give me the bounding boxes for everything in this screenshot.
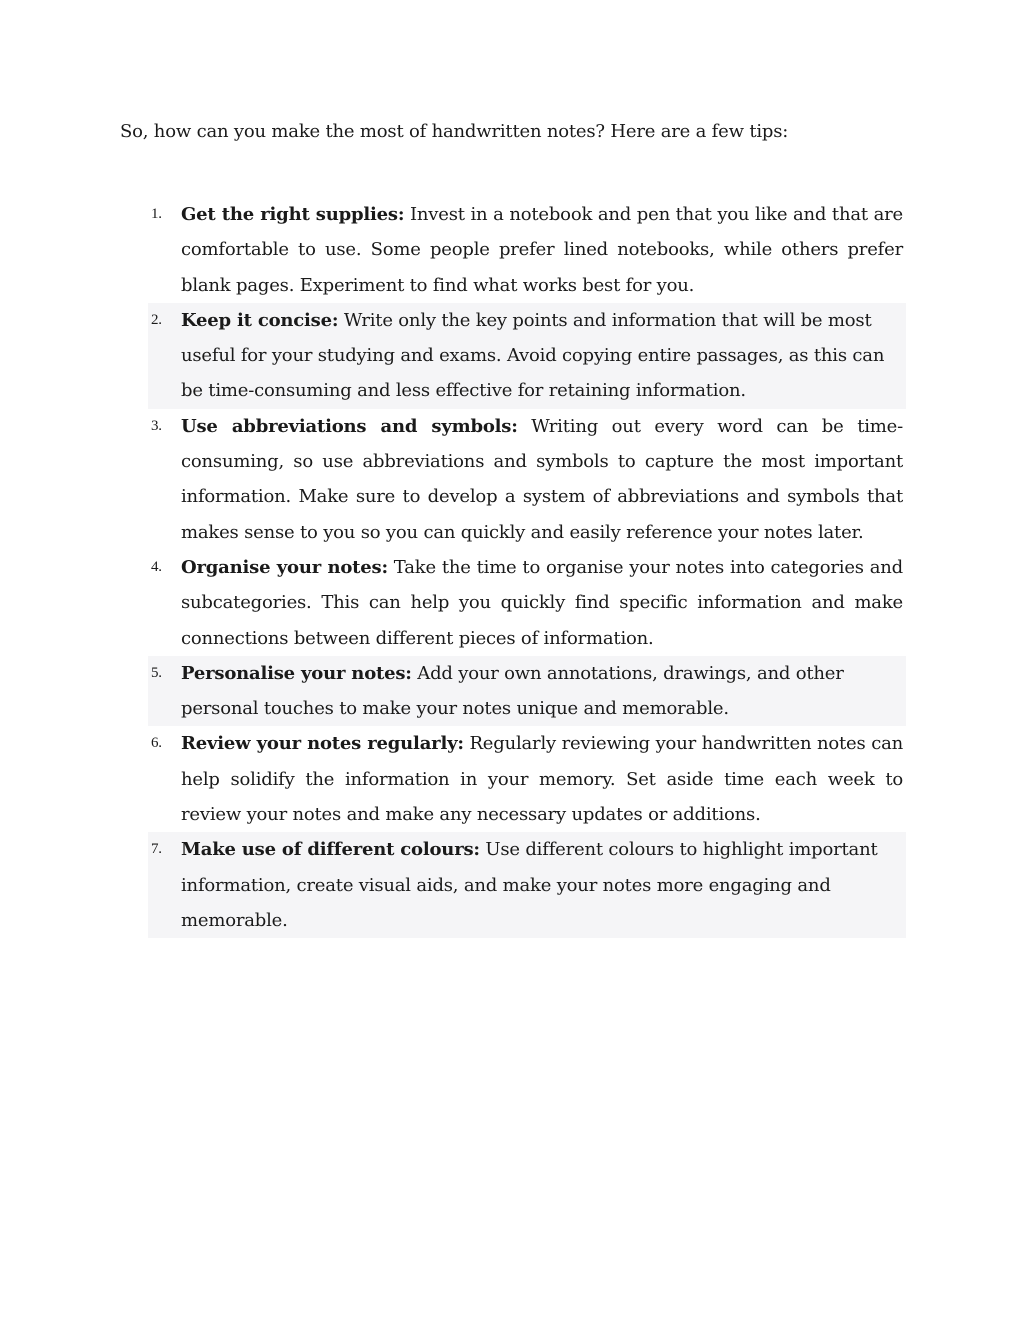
- tip-title: Review your notes regularly:: [181, 733, 464, 755]
- intro-paragraph: So, how can you make the most of handwritten notes? Here are a few tips:: [120, 121, 789, 142]
- tip-title: Personalise your notes:: [181, 662, 412, 684]
- tip-title: Make use of different colours:: [181, 839, 480, 861]
- tip-title: Keep it concise:: [181, 309, 339, 331]
- list-item: [148, 832, 906, 938]
- tip-text: Use different colours to highlight important information, create visual aids, and make your notes more engaging and memorable.: [181, 839, 878, 931]
- list-number: 3.: [151, 417, 162, 434]
- list-item: [148, 550, 906, 656]
- tip-text: Invest in a notebook and pen that you like and that are comfortable to use. Some people prefer lined notebooks, while others prefer blank pages. Experiment to find what works best for you.: [181, 204, 903, 296]
- list-number: 7.: [151, 841, 162, 858]
- tips-list: [148, 197, 906, 938]
- tip-text: Take the time to organise your notes into categories and subcategories. This can help you quickly find specific information and make connections between different pieces of information.: [181, 556, 903, 649]
- tip-title: Use abbreviations and symbols:: [181, 415, 518, 437]
- list-number: 5.: [151, 664, 162, 681]
- tip-text: Regularly reviewing your handwritten notes can help solidify the information in your memory. Set aside time each week to review your notes and make any necessary updates or additions.: [181, 733, 904, 826]
- list-item: [148, 197, 906, 303]
- list-number: 6.: [151, 735, 162, 752]
- list-number: 2.: [151, 311, 162, 328]
- list-item: [148, 656, 906, 727]
- list-item: [148, 409, 906, 550]
- list-item: [148, 303, 906, 409]
- tip-text: Write only the key points and information that will be most useful for your studying and exams. Avoid copying entire passages, as this can be time-consuming and less effective for retaining information.: [181, 309, 885, 402]
- tip-title: Get the right supplies:: [181, 204, 405, 225]
- list-item: [148, 726, 906, 832]
- tip-text: Writing out every word can be time-consuming, so use abbreviations and symbols to capture the most important information. Make sure to develop a system of abbreviations and symbols that makes sense to you so you can quickly and easily reference your notes later.: [181, 415, 903, 543]
- tip-text: Add your own annotations, drawings, and other personal touches to make your notes unique and memorable.: [181, 662, 844, 720]
- list-number: 1.: [151, 206, 162, 222]
- list-number: 4.: [151, 558, 162, 575]
- tip-title: Organise your notes:: [181, 556, 388, 578]
